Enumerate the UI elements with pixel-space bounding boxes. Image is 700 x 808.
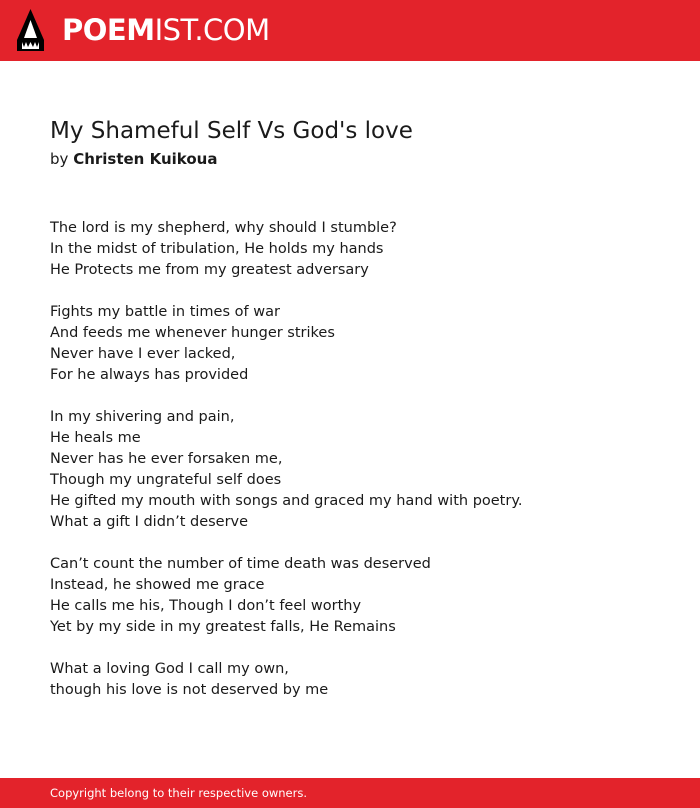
poem-line: What a loving God I call my own, bbox=[50, 661, 289, 677]
poem-line: He heals me bbox=[50, 430, 141, 446]
poem-line: He gifted my mouth with songs and graced my hand with poetry. bbox=[50, 493, 523, 509]
stanza bbox=[50, 302, 670, 386]
poem-line: Never has he ever forsaken me, bbox=[50, 451, 283, 467]
author-name: Christen Kuikoua bbox=[73, 150, 218, 168]
poem-line: though his love is not deserved by me bbox=[50, 682, 329, 698]
poem-line: He Protects me from my greatest adversary bbox=[50, 262, 369, 278]
poem-line: Yet by my side in my greatest falls, He Remains bbox=[50, 619, 396, 635]
copyright-notice: Copyright belong to their respective owners. bbox=[50, 786, 308, 800]
site-header bbox=[0, 0, 700, 61]
byline bbox=[50, 148, 217, 170]
stanza bbox=[50, 218, 670, 281]
poem-line: And feeds me whenever hunger strikes bbox=[50, 325, 335, 341]
stanza bbox=[50, 554, 670, 638]
stanza bbox=[50, 407, 670, 533]
poem-line: The lord is my shepherd, why should I stumble? bbox=[50, 220, 397, 236]
poem-line: In the midst of tribulation, He holds my hands bbox=[50, 241, 384, 257]
poem-body bbox=[50, 218, 670, 722]
site-footer bbox=[0, 778, 700, 808]
poem-line: What a gift I didn’t deserve bbox=[50, 514, 249, 530]
logo-light-text: IST.COM bbox=[154, 13, 270, 47]
poem-line: Fights my battle in times of war bbox=[50, 304, 280, 320]
site-logo[interactable] bbox=[62, 12, 270, 48]
by-label: by bbox=[50, 150, 69, 168]
stanza bbox=[50, 659, 670, 701]
poem-line: Though my ungrateful self does bbox=[50, 472, 282, 488]
poem-line: For he always has provided bbox=[50, 367, 249, 383]
poem-line: Never have I ever lacked, bbox=[50, 346, 236, 362]
logo-bold-text: POEM bbox=[62, 13, 155, 47]
poem-title: My Shameful Self Vs God's love bbox=[50, 118, 413, 144]
poem-line: Instead, he showed me grace bbox=[50, 577, 265, 593]
poem-line: In my shivering and pain, bbox=[50, 409, 235, 425]
poem-line: Can’t count the number of time death was deserved bbox=[50, 556, 431, 572]
poem-line: He calls me his, Though I don’t feel worthy bbox=[50, 598, 362, 614]
pencil-tip-icon[interactable] bbox=[17, 9, 44, 51]
